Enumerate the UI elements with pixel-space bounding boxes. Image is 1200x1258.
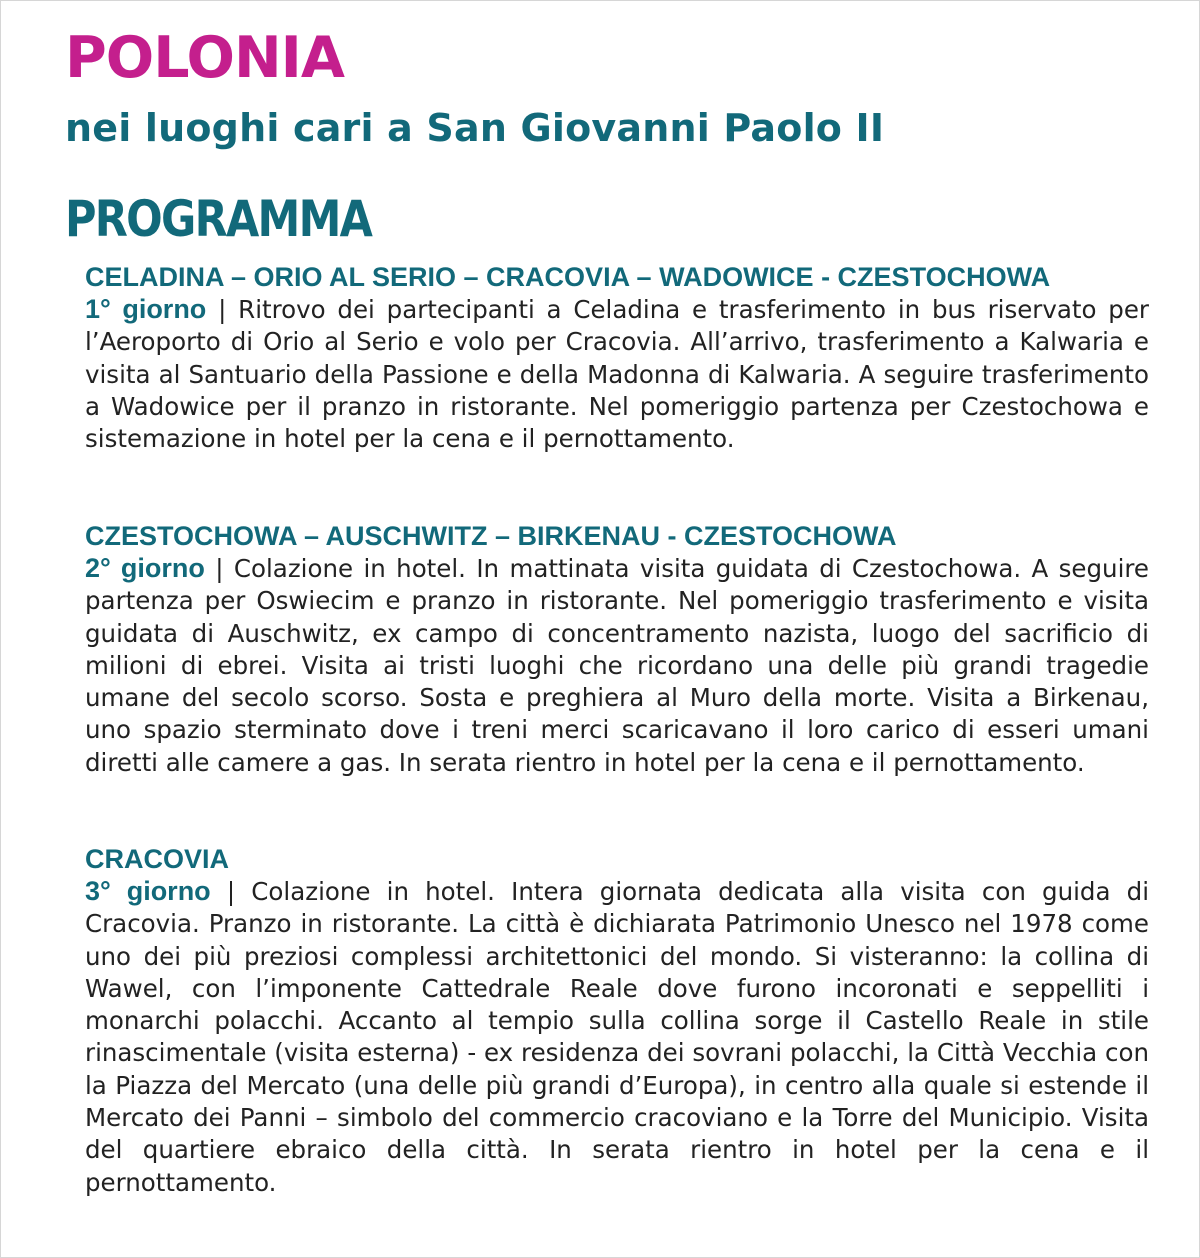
day-2-separator: | bbox=[204, 554, 234, 583]
page-title: POLONIA bbox=[65, 25, 345, 91]
day-2-label: 2° giorno bbox=[85, 553, 205, 583]
day-3-label: 3° giorno bbox=[85, 876, 211, 906]
day-2-section bbox=[85, 520, 1149, 779]
day-1-description bbox=[85, 293, 1149, 455]
day-1-separator: | bbox=[206, 295, 239, 324]
day-3-text: Colazione in hotel. Intera giornata dedicata alla visita con guida di Cracovia. Pranzo in ristorante. La città è dichiarata Patrimonio Unesco nel 1978 come uno dei più preziosi complessi architettonici del mondo. Si visteranno: la collina di Wawel, con l’imponente Cattedrale Reale dove furono incoronati e seppelliti i monarchi polacchi. Accanto al tempio sulla collina sorge il Castello Reale in stile rinascimentale (visita esterna) - ex residenza dei sovrani polacchi, la Città Vecchia con la Piazza del Mercato (una delle più grandi d’Europa), in centro alla quale si estende il Mercato dei Panni – simbolo del commercio cracoviano e la Torre del Municipio. Visita del quartiere ebraico della città. In serata rientro in hotel per la cena e il pernottamento. bbox=[85, 877, 1150, 1197]
day-3-description bbox=[85, 875, 1149, 1199]
section-heading: PROGRAMMA bbox=[65, 190, 372, 248]
day-1-route: CELADINA – ORIO AL SERIO – CRACOVIA – WADOWICE - CZESTOCHOWA bbox=[85, 262, 1051, 292]
day-1-section bbox=[85, 261, 1149, 455]
day-1-text: Ritrovo dei partecipanti a Celadina e trasferimento in bus riservato per l’Aeroporto di Orio al Serio e volo per Cracovia. All’arrivo, trasferimento a Kalwaria e visita al Santuario della Passione e della Madonna di Kalwaria. A seguire trasferimento a Wadowice per il pranzo in ristorante. Nel pomeriggio partenza per Czestochowa e sistemazione in hotel per la cena e il pernottamento. bbox=[85, 295, 1149, 454]
day-3-section bbox=[85, 843, 1149, 1199]
day-2-description bbox=[85, 552, 1149, 779]
day-2-text: Colazione in hotel. In mattinata visita guidata di Czestochowa. A seguire partenza per Oswiecim e pranzo in ristorante. Nel pomeriggio trasferimento e visita guidata di Auschwitz, ex campo di concentramento nazista, luogo del sacrificio di milioni di ebrei. Visita ai tristi luoghi che ricordano una delle più grandi tragedie umane del secolo scorso. Sosta e preghiera al Muro della morte. Visita a Birkenau, uno spazio sterminato dove i treni merci scaricavano il loro carico di esseri umani diretti alle camere a gas. In serata rientro in hotel per la cena e il pernottamento. bbox=[85, 554, 1149, 777]
day-3-route: CRACOVIA bbox=[85, 844, 230, 874]
page-subtitle: nei luoghi cari a San Giovanni Paolo II bbox=[65, 106, 885, 150]
day-1-label: 1° giorno bbox=[85, 294, 207, 324]
day-3-separator: | bbox=[210, 877, 252, 906]
day-2-route: CZESTOCHOWA – AUSCHWITZ – BIRKENAU - CZESTOCHOWA bbox=[85, 521, 897, 551]
